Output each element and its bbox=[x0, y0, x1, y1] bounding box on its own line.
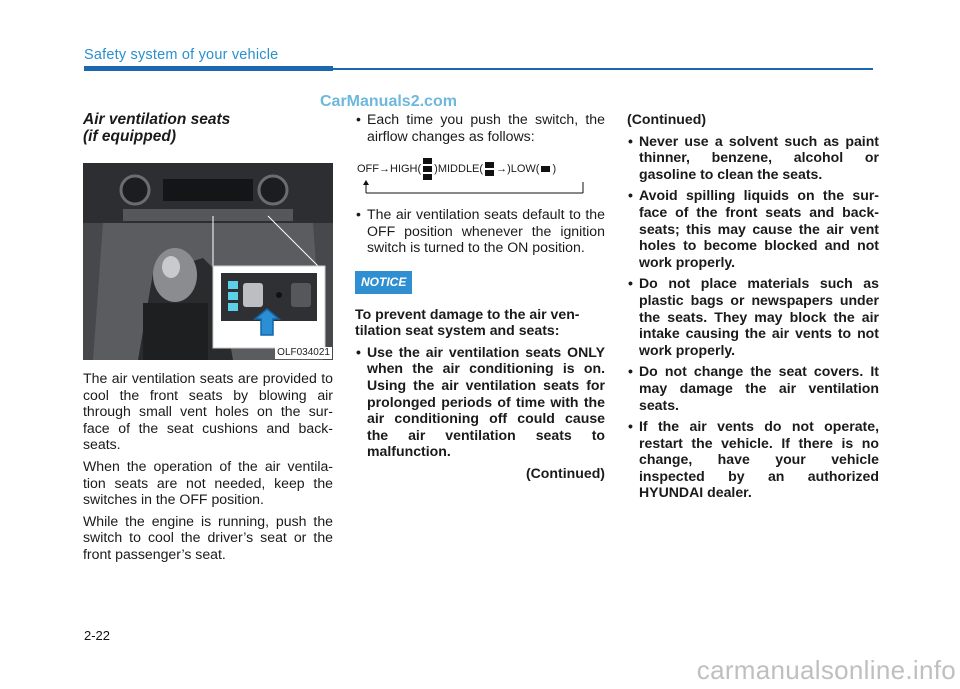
console-illustration bbox=[83, 163, 333, 360]
notice-bullet-1: Use the air ventilation seats ONLY when the air conditioning is on. Using the air ventilation seats for prolonged periods of time with the air conditioning off could cause the air ventilation seats to malfunction. bbox=[367, 343, 605, 460]
airflow-intro: Each time you push the switch, the airflow changes as follows: bbox=[367, 111, 605, 144]
flow-middle: )MIDDLE( bbox=[434, 163, 484, 176]
return-arrow-icon bbox=[361, 180, 591, 194]
section-title bbox=[83, 111, 333, 145]
list-item bbox=[355, 111, 605, 144]
default-off-note: The air ventilation seats default to the OFF position whenever the ignition switch is turned to the ON position. bbox=[367, 206, 605, 256]
column-1 bbox=[83, 111, 333, 568]
notice-bullet-covers: Do not change the seat covers. It may damage the air ventilation seats. bbox=[639, 363, 879, 413]
notice-bullet-solvent: Never use a solvent such as paint thinner, benzene, alcohol or gasoline to clean the seats. bbox=[639, 132, 879, 182]
continued-heading: (Continued) bbox=[627, 111, 707, 127]
bullet-dot: • bbox=[628, 363, 633, 380]
page-number: 2-22 bbox=[84, 628, 111, 643]
watermark-top[interactable]: CarManuals2.com bbox=[320, 93, 457, 110]
list-item bbox=[627, 133, 879, 183]
list-item bbox=[627, 187, 879, 270]
paragraph-1: The air ventilation seats are provided to cool the front seats by blowing air through small vent holes on the sur-face of the seat cushions and back-seats. bbox=[83, 370, 333, 453]
paragraph-2: When the operation of the air ventila-tion seats are not needed, keep the switches in the OFF position. bbox=[83, 457, 333, 508]
notice-bullet-restart: If the air vents do not operate, restart the vehicle. If there is no change, have your vehicle inspected by an authorized HYUNDAI dealer. bbox=[639, 418, 879, 501]
seat-middle-icon bbox=[483, 158, 496, 180]
arrow-icon: → bbox=[379, 163, 390, 176]
header-bar bbox=[84, 66, 333, 71]
notice-badge: NOTICE bbox=[355, 271, 412, 294]
header-section-title: Safety system of your vehicle bbox=[84, 47, 279, 63]
flow-high: HIGH( bbox=[390, 163, 422, 176]
watermark-bottom[interactable]: carmanualsonline.info bbox=[696, 655, 956, 685]
section-title-line1: Air ventilation seats bbox=[83, 111, 231, 128]
notice-heading: To prevent damage to the air ven-tilation seat system and seats: bbox=[355, 305, 580, 339]
list-item bbox=[627, 363, 879, 413]
bullet-dot: • bbox=[356, 206, 361, 223]
notice-bullet-liquids: Avoid spilling liquids on the sur-face of the front seats and back-seats; this may cause the air vent holes to become blocked and not work properly. bbox=[639, 187, 879, 270]
console-figure bbox=[83, 163, 333, 360]
bullet-dot: • bbox=[356, 343, 361, 360]
paragraph-3: While the engine is running, push the switch to cool the driver’s seat or the front passenger’s seat. bbox=[83, 512, 333, 562]
section-title-line2: (if equipped) bbox=[83, 128, 176, 145]
column-2 bbox=[355, 111, 605, 482]
figure-label: OLF034021 bbox=[277, 347, 330, 358]
flow-low: )LOW( bbox=[507, 163, 540, 176]
bullet-dot: • bbox=[628, 418, 633, 435]
arrow-icon: → bbox=[496, 163, 508, 176]
list-item bbox=[627, 275, 879, 358]
list-item bbox=[355, 206, 605, 256]
bullet-dot: • bbox=[628, 275, 633, 292]
bullet-dot: • bbox=[356, 111, 361, 127]
seat-high-icon bbox=[421, 158, 434, 180]
list-item bbox=[355, 344, 605, 460]
bullet-dot: • bbox=[628, 187, 633, 204]
bullet-dot: • bbox=[628, 132, 633, 149]
flow-close: ) bbox=[552, 163, 557, 176]
airflow-sequence bbox=[355, 150, 605, 196]
list-item bbox=[627, 418, 879, 501]
flow-off: OFF bbox=[357, 163, 379, 176]
column-3 bbox=[627, 111, 879, 506]
continued-label: (Continued) bbox=[525, 464, 605, 481]
notice-bullet-materials: Do not place materials such as plastic bags or newspapers under the seats. They may block the air intake causing the air vents to not work properly. bbox=[639, 275, 879, 358]
header-rule bbox=[333, 68, 873, 70]
seat-low-icon bbox=[539, 158, 552, 180]
